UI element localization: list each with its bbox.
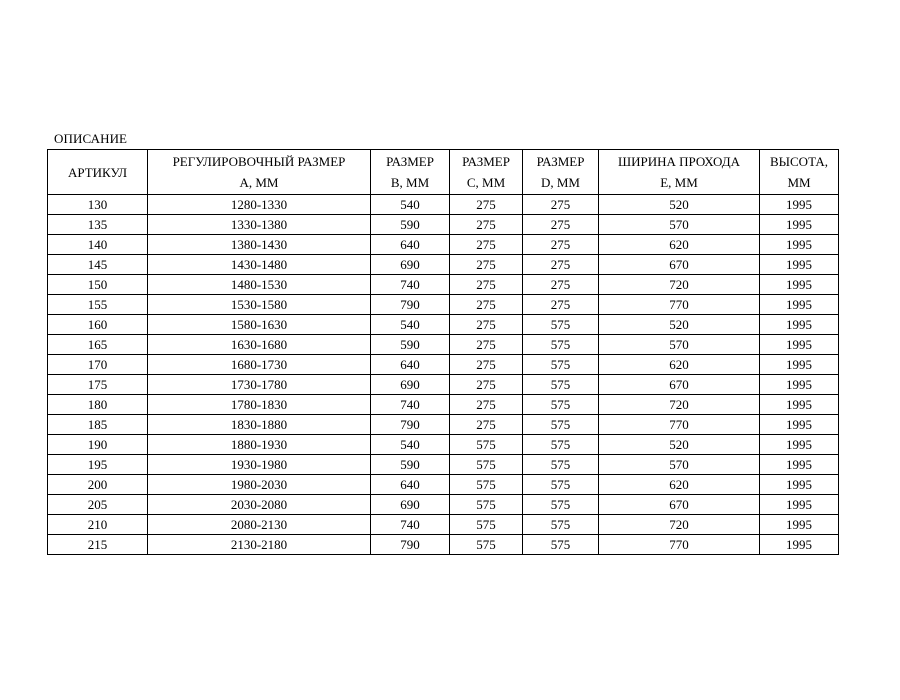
cell-size-b: 690 [371, 495, 450, 515]
table-row [48, 315, 839, 335]
cell-adjust-size-a: 1480-1530 [148, 275, 371, 295]
cell-height: 1995 [760, 415, 839, 435]
cell-size-c: 575 [450, 535, 523, 555]
table-body [48, 195, 839, 555]
cell-article: 210 [48, 515, 148, 535]
cell-height: 1995 [760, 475, 839, 495]
cell-adjust-size-a: 1930-1980 [148, 455, 371, 475]
cell-adjust-size-a: 2080-2130 [148, 515, 371, 535]
column-header-size-c [450, 150, 523, 195]
table-row [48, 495, 839, 515]
cell-size-b: 590 [371, 215, 450, 235]
table-row [48, 235, 839, 255]
cell-passage-width-e: 620 [599, 475, 760, 495]
cell-passage-width-e: 720 [599, 515, 760, 535]
cell-size-c: 575 [450, 475, 523, 495]
cell-article: 195 [48, 455, 148, 475]
table-row [48, 355, 839, 375]
column-header-line: РАЗМЕР [462, 154, 510, 169]
column-header-size-b [371, 150, 450, 195]
cell-height: 1995 [760, 355, 839, 375]
cell-size-b: 590 [371, 335, 450, 355]
cell-adjust-size-a: 1580-1630 [148, 315, 371, 335]
cell-article: 145 [48, 255, 148, 275]
cell-passage-width-e: 520 [599, 195, 760, 215]
cell-height: 1995 [760, 455, 839, 475]
cell-size-d: 575 [523, 455, 599, 475]
column-header-height [760, 150, 839, 195]
cell-passage-width-e: 670 [599, 495, 760, 515]
cell-size-d: 275 [523, 215, 599, 235]
column-header-line: ВЫСОТА, [770, 154, 828, 169]
cell-size-b: 540 [371, 195, 450, 215]
column-header-line: ШИРИНА ПРОХОДА [617, 154, 741, 169]
cell-size-b: 740 [371, 275, 450, 295]
column-header-line: РАЗМЕР [536, 154, 585, 169]
cell-size-d: 275 [523, 295, 599, 315]
cell-size-c: 275 [450, 315, 523, 335]
cell-article: 130 [48, 195, 148, 215]
cell-size-c: 275 [450, 215, 523, 235]
cell-size-c: 275 [450, 375, 523, 395]
cell-size-b: 640 [371, 475, 450, 495]
cell-article: 135 [48, 215, 148, 235]
cell-size-d: 575 [523, 335, 599, 355]
cell-height: 1995 [760, 515, 839, 535]
column-header-line: E, MM [660, 175, 698, 190]
cell-size-d: 575 [523, 535, 599, 555]
cell-adjust-size-a: 2130-2180 [148, 535, 371, 555]
table-row [48, 195, 839, 215]
cell-article: 215 [48, 535, 148, 555]
column-header-size-d [523, 150, 599, 195]
cell-height: 1995 [760, 235, 839, 255]
cell-article: 150 [48, 275, 148, 295]
cell-size-d: 575 [523, 315, 599, 335]
table-row [48, 415, 839, 435]
cell-passage-width-e: 520 [599, 435, 760, 455]
cell-size-d: 575 [523, 415, 599, 435]
cell-size-b: 690 [371, 375, 450, 395]
cell-passage-width-e: 570 [599, 455, 760, 475]
cell-size-c: 275 [450, 395, 523, 415]
cell-size-b: 590 [371, 455, 450, 475]
column-header-line: B, MM [390, 175, 430, 190]
cell-article: 190 [48, 435, 148, 455]
table-row [48, 455, 839, 475]
table-row [48, 395, 839, 415]
spec-table [47, 149, 839, 555]
cell-height: 1995 [760, 335, 839, 355]
column-header-line: РЕГУЛИРОВОЧНЫЙ РАЗМЕР [172, 154, 346, 169]
cell-size-c: 275 [450, 235, 523, 255]
cell-passage-width-e: 670 [599, 375, 760, 395]
cell-adjust-size-a: 1730-1780 [148, 375, 371, 395]
cell-article: 180 [48, 395, 148, 415]
cell-height: 1995 [760, 375, 839, 395]
cell-size-b: 690 [371, 255, 450, 275]
cell-size-d: 575 [523, 515, 599, 535]
column-header-line: MM [787, 175, 811, 190]
cell-adjust-size-a: 1780-1830 [148, 395, 371, 415]
cell-size-d: 275 [523, 195, 599, 215]
table-row [48, 535, 839, 555]
cell-size-b: 640 [371, 235, 450, 255]
cell-size-c: 575 [450, 495, 523, 515]
cell-size-c: 575 [450, 435, 523, 455]
column-header-line: A, MM [239, 175, 279, 190]
cell-article: 155 [48, 295, 148, 315]
cell-passage-width-e: 570 [599, 335, 760, 355]
cell-height: 1995 [760, 275, 839, 295]
cell-size-c: 275 [450, 415, 523, 435]
cell-height: 1995 [760, 435, 839, 455]
cell-article: 165 [48, 335, 148, 355]
cell-size-c: 275 [450, 335, 523, 355]
cell-size-b: 790 [371, 295, 450, 315]
cell-height: 1995 [760, 195, 839, 215]
cell-size-b: 540 [371, 435, 450, 455]
cell-size-c: 575 [450, 455, 523, 475]
cell-size-c: 575 [450, 515, 523, 535]
cell-height: 1995 [760, 395, 839, 415]
cell-height: 1995 [760, 215, 839, 235]
cell-adjust-size-a: 1280-1330 [148, 195, 371, 215]
cell-size-d: 575 [523, 355, 599, 375]
cell-passage-width-e: 720 [599, 275, 760, 295]
cell-adjust-size-a: 1630-1680 [148, 335, 371, 355]
cell-size-b: 540 [371, 315, 450, 335]
cell-adjust-size-a: 1680-1730 [148, 355, 371, 375]
cell-size-d: 575 [523, 495, 599, 515]
column-header-article [48, 150, 148, 195]
cell-passage-width-e: 670 [599, 255, 760, 275]
cell-height: 1995 [760, 315, 839, 335]
header-row [48, 150, 839, 195]
table-caption: ОПИСАНИЕ [54, 131, 128, 146]
cell-size-c: 275 [450, 195, 523, 215]
cell-adjust-size-a: 2030-2080 [148, 495, 371, 515]
column-header-passage-width-e [599, 150, 760, 195]
cell-article: 205 [48, 495, 148, 515]
table-row [48, 435, 839, 455]
cell-size-d: 575 [523, 375, 599, 395]
cell-adjust-size-a: 1980-2030 [148, 475, 371, 495]
column-header-line: АРТИКУЛ [67, 164, 128, 180]
table-row [48, 255, 839, 275]
cell-size-c: 275 [450, 295, 523, 315]
cell-size-b: 790 [371, 415, 450, 435]
cell-size-b: 790 [371, 535, 450, 555]
cell-height: 1995 [760, 535, 839, 555]
table-row [48, 215, 839, 235]
cell-size-b: 740 [371, 395, 450, 415]
cell-passage-width-e: 620 [599, 355, 760, 375]
cell-size-c: 275 [450, 355, 523, 375]
cell-article: 200 [48, 475, 148, 495]
cell-passage-width-e: 570 [599, 215, 760, 235]
table-row [48, 335, 839, 355]
cell-adjust-size-a: 1380-1430 [148, 235, 371, 255]
cell-article: 175 [48, 375, 148, 395]
column-header-adjust-size-a [148, 150, 371, 195]
cell-adjust-size-a: 1830-1880 [148, 415, 371, 435]
cell-passage-width-e: 520 [599, 315, 760, 335]
cell-height: 1995 [760, 255, 839, 275]
cell-adjust-size-a: 1530-1580 [148, 295, 371, 315]
column-header-line: C, MM [466, 175, 506, 190]
table-row [48, 375, 839, 395]
column-header-line: РАЗМЕР [386, 154, 434, 169]
cell-adjust-size-a: 1330-1380 [148, 215, 371, 235]
cell-adjust-size-a: 1880-1930 [148, 435, 371, 455]
cell-height: 1995 [760, 295, 839, 315]
table-row [48, 515, 839, 535]
cell-passage-width-e: 720 [599, 395, 760, 415]
cell-size-d: 275 [523, 255, 599, 275]
cell-height: 1995 [760, 495, 839, 515]
cell-passage-width-e: 770 [599, 415, 760, 435]
table-row [48, 475, 839, 495]
cell-adjust-size-a: 1430-1480 [148, 255, 371, 275]
cell-size-d: 575 [523, 395, 599, 415]
cell-size-b: 740 [371, 515, 450, 535]
cell-size-d: 275 [523, 235, 599, 255]
cell-article: 160 [48, 315, 148, 335]
cell-article: 140 [48, 235, 148, 255]
table-header [48, 150, 839, 195]
cell-size-c: 275 [450, 275, 523, 295]
cell-size-d: 575 [523, 475, 599, 495]
column-header-line: D, MM [540, 175, 580, 190]
table-row [48, 295, 839, 315]
cell-article: 170 [48, 355, 148, 375]
cell-passage-width-e: 770 [599, 295, 760, 315]
cell-article: 185 [48, 415, 148, 435]
cell-passage-width-e: 770 [599, 535, 760, 555]
cell-passage-width-e: 620 [599, 235, 760, 255]
cell-size-d: 275 [523, 275, 599, 295]
cell-size-c: 275 [450, 255, 523, 275]
table-row [48, 275, 839, 295]
cell-size-d: 575 [523, 435, 599, 455]
cell-size-b: 640 [371, 355, 450, 375]
